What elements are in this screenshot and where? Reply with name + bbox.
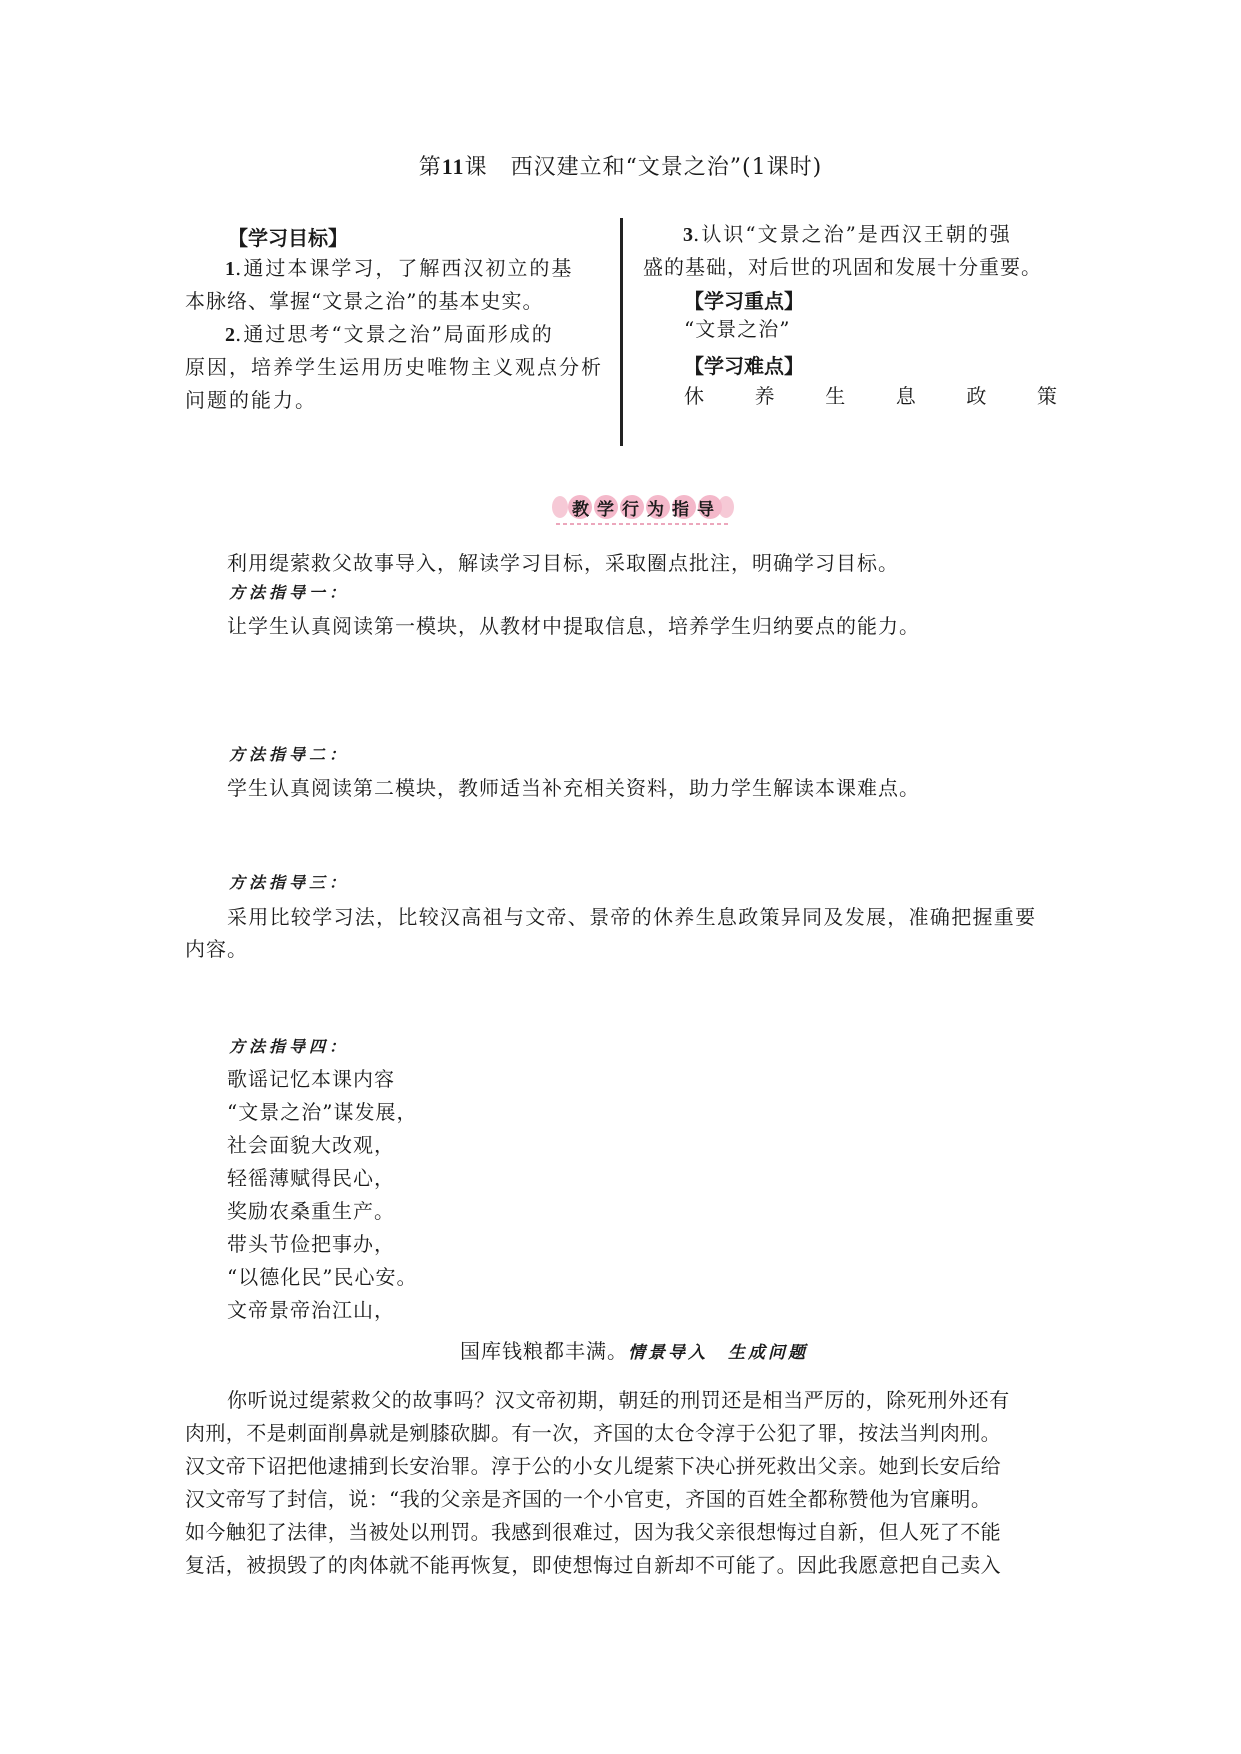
method-1-text: 让学生认真阅读第一模块，从教材中提取信息，培养学生归纳要点的能力。	[227, 614, 920, 638]
song-line: “以德化民”民心安。	[227, 1265, 418, 1289]
title-prefix: 第	[418, 155, 442, 180]
goal-2-text-1: .通过思考“文景之治”局面形成的	[235, 322, 554, 346]
difficulty-char: 息	[895, 384, 916, 408]
method-2-label: 方法指导二：	[229, 745, 350, 764]
goal-1-line-1	[225, 252, 573, 286]
goal-3-line-2: 盛的基础，对后世的巩固和发展十分重要。	[643, 255, 1042, 279]
goal-1-line-2: 本脉络、掌握“文景之治”的基本史实。	[185, 289, 544, 313]
column-divider	[620, 218, 623, 446]
song-line: “文景之治”谋发展，	[227, 1100, 418, 1124]
song-line: 带头节俭把事办，	[227, 1232, 395, 1256]
key-point-heading: 【学习重点】	[684, 289, 804, 313]
song-heading: 歌谣记忆本课内容	[227, 1067, 395, 1091]
goal-3-text-1: .认识“文景之治”是西汉王朝的强	[693, 222, 1012, 246]
difficulty-char: 生	[825, 384, 846, 408]
lesson-title	[0, 150, 1241, 181]
method-4-label: 方法指导四：	[229, 1037, 350, 1056]
key-point-text: “文景之治”	[684, 317, 791, 341]
song-last-line: 国库钱粮都丰满。	[460, 1339, 628, 1363]
method-2-text: 学生认真阅读第二模块，教师适当补充相关资料，助力学生解读本课难点。	[227, 776, 920, 800]
story-line: 汉文帝下诏把他逮捕到长安治罪。淳于公的小女儿缇萦下决心拼死救出父亲。她到长安后给	[185, 1454, 1001, 1478]
goal-3-number: 3	[683, 224, 693, 246]
method-3-line-2: 内容。	[185, 937, 248, 961]
goals-heading: 【学习目标】	[228, 226, 348, 250]
difficulty-text	[684, 380, 1057, 409]
method-1-label: 方法指导一：	[229, 583, 350, 602]
title-rest: 课 西汉建立和“文景之治”(1课时)	[464, 155, 823, 180]
method-3-label: 方法指导三：	[229, 873, 350, 892]
song-line: 社会面貌大改观，	[227, 1133, 395, 1157]
lesson-number: 11	[441, 154, 465, 179]
teaching-guide-banner	[550, 494, 736, 528]
goal-3-line-1	[683, 218, 1012, 252]
goal-2-line-1	[225, 318, 554, 352]
song-last-row	[460, 1335, 808, 1364]
banner-label: 教学行为指导	[572, 500, 722, 520]
difficulty-char: 养	[754, 384, 775, 408]
goal-1-number: 1	[225, 258, 235, 280]
scene-label: 情景导入 生成问题	[628, 1343, 808, 1363]
difficulty-char: 政	[966, 384, 987, 408]
story-line: 肉刑，不是刺面削鼻就是剜膝砍脚。有一次，齐国的太仓令淳于公犯了罪，按法当判肉刑。	[185, 1421, 1001, 1445]
goal-2-line-3: 问题的能力。	[185, 388, 317, 412]
story-line: 复活，被损毁了的肉体就不能再恢复，即使想悔过自新却不可能了。因此我愿意把自己卖入	[185, 1553, 1001, 1577]
song-line: 轻徭薄赋得民心，	[227, 1166, 395, 1190]
difficulty-char: 策	[1036, 384, 1057, 408]
goal-1-text-1: .通过本课学习，了解西汉初立的基	[235, 256, 574, 280]
story-line: 汉文帝写了封信，说：“我的父亲是齐国的一个小官吏，齐国的百姓全都称赞他为官廉明。	[185, 1487, 992, 1511]
song-line: 文帝景帝治江山，	[227, 1298, 395, 1322]
intro-line: 利用缇萦救父故事导入，解读学习目标，采取圈点批注，明确学习目标。	[227, 551, 899, 575]
method-3-line-1: 采用比较学习法，比较汉高祖与文帝、景帝的休养生息政策异同及发展，准确把握重要	[227, 905, 1037, 929]
goal-2-line-2: 原因，培养学生运用历史唯物主义观点分析	[185, 355, 603, 379]
difficulty-char: 休	[684, 384, 704, 408]
story-line: 如今触犯了法律，当被处以刑罚。我感到很难过，因为我父亲很想悔过自新，但人死了不能	[185, 1520, 1001, 1544]
difficulty-heading: 【学习难点】	[684, 354, 804, 378]
song-line: 奖励农桑重生产。	[227, 1199, 395, 1223]
goal-2-number: 2	[225, 324, 235, 346]
story-line: 你听说过缇萦救父的故事吗？汉文帝初期，朝廷的刑罚还是相当严厉的，除死刑外还有	[227, 1388, 1010, 1412]
